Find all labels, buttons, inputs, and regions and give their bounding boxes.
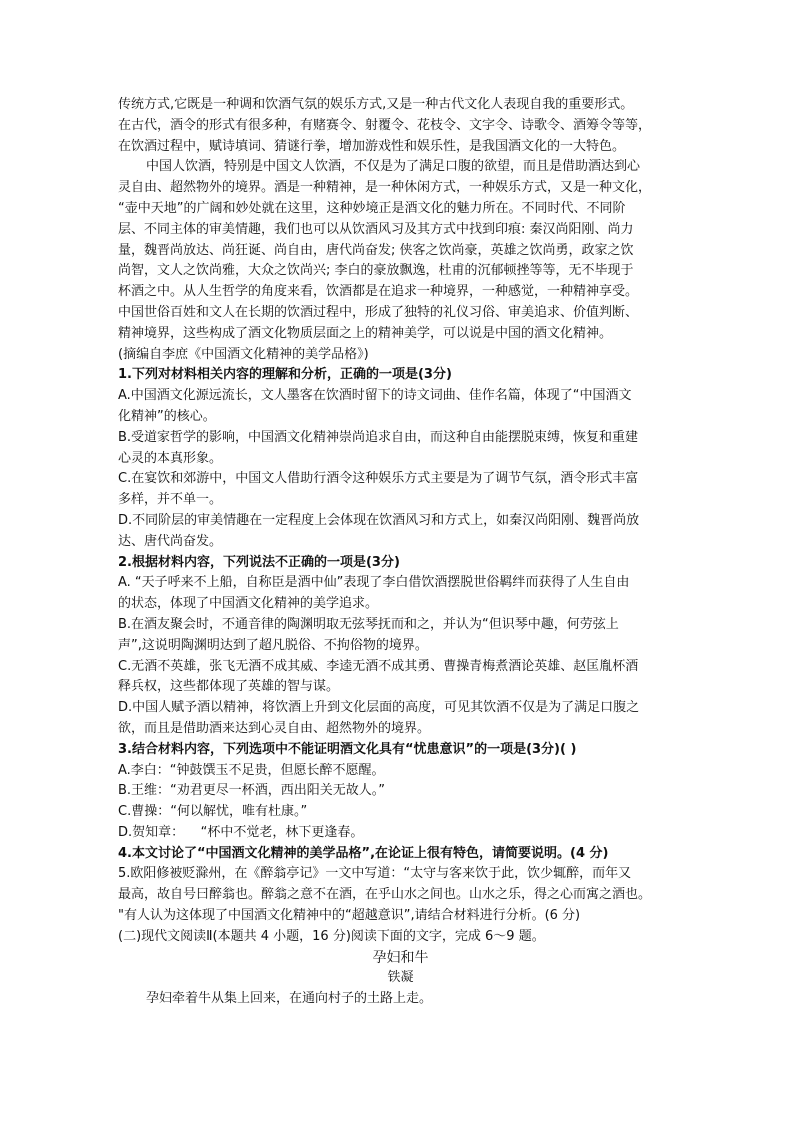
article-paragraph-1	[118, 95, 683, 157]
option-c-cont: 释兵权，这些都体现了英雄的智与谋。	[118, 679, 340, 695]
option-c-cont: 多样，并不单一。	[118, 492, 223, 508]
option-d: D.不同阶层的审美情趣在一定程度上会体现在饮酒风习和方式上，如秦汉尚阳刚、魏晋尚放	[118, 512, 640, 528]
question-stem: 3.结合材料内容，下列选项中不能证明酒文化具有“忧患意识”的一项是(3分)( )	[118, 741, 577, 757]
text-line: 量，魏晋尚放达、尚狂诞、尚自由，唐代尚奋发; 侠客之饮尚豪，英雄之饮尚勇，政家之饮	[118, 242, 634, 258]
question-5-line: 最高，故自号曰醉翁也。醉翁之意不在酒，在乎山水之间也。山水之乐，得之心而寓之酒也。	[118, 887, 652, 903]
option-a-cont: 化精神”的核心。	[118, 408, 216, 424]
article-source: (摘编自李庶《中国酒文化精神的美学品格》)	[118, 346, 369, 362]
text-line: 精神境界，这些构成了酒文化物质层面之上的精神美学，可以说是中国的酒文化精神。	[118, 325, 613, 341]
story-first-line: 孕妇牵着牛从集上回来，在通向村子的土路上走。	[146, 991, 433, 1007]
option-c: C.曹操：“何以解忧，唯有杜康。”	[118, 804, 308, 820]
option-d: D.贺知章： “杯中不觉老，林下更逢春。	[118, 824, 364, 840]
text-line: 中国世俗百姓和文人在长期的饮酒过程中，形成了独特的礼仪习俗、审美追求、价值判断、	[118, 304, 639, 320]
question-5-line: "有人认为这体现了中国酒文化精神中的“超越意识”,请结合材料进行分析。(6 分)	[118, 908, 581, 924]
question-stem: 1.下列对材料相关内容的理解和分析，正确的一项是(3分)	[118, 367, 452, 383]
article-paragraph-2	[118, 157, 683, 344]
question-5	[118, 864, 683, 926]
text-line: 灵自由、超然物外的境界。酒是一种精神，是一种休闲方式，一种娱乐方式，又是一种文化，	[118, 180, 652, 196]
option-a: A.中国酒文化源远流长，文人墨客在饮酒时留下的诗文词曲、佳作名篇，体现了“中国酒文	[118, 388, 632, 404]
text-line: 杯酒之中。从人生哲学的角度来看，饮酒都是在追求一种境界，一种感觉，一种精神享受。	[118, 284, 639, 300]
text-line: 层、不同主体的审美情趣，我们也可以从饮酒风习及其方式中找到印痕: 秦汉尚阳刚、尚力	[118, 221, 634, 237]
option-b-cont: 声”,这说明陶渊明达到了超凡脱俗、不拘俗物的境界。	[118, 637, 428, 653]
question-5-line: 5.欧阳修被贬滁州，在《醉翁亭记》一文中写道：“太守与客来饮于此，饮少辄醉，而年又	[118, 866, 632, 882]
option-c: C.无酒不英雄，张飞无酒不成其威、李逵无酒不成其勇、曹操青梅煮酒论英雄、赵匡胤杯酒	[118, 658, 639, 674]
text-line: “壶中天地”的广阔和妙处就在这里，这种妙境正是酒文化的魅力所在。不同时代、不同阶	[118, 200, 626, 216]
exam-page	[118, 95, 683, 1010]
option-c: C.在宴饮和郊游中，中国文人借助行酒令这种娱乐方式主要是为了调节气氛，酒令形式丰富	[118, 471, 639, 487]
text-line: 中国人饮酒，特别是中国文人饮酒，不仅是为了满足口腹的欲望，而且是借助酒达到心	[146, 159, 641, 175]
option-a-cont: 的状态，体现了中国酒文化精神的美学追求。	[118, 596, 379, 612]
option-a: A.李白：“钟鼓馔玉不足贵，但愿长醉不愿醒。	[118, 762, 385, 778]
option-b: B.在酒友聚会时，不通音律的陶渊明取无弦琴抚而和之，并认为“但识琴中趣，何劳弦上	[118, 616, 619, 632]
story-title: 孕妇和牛	[372, 949, 429, 966]
option-d: D.中国人赋予酒以精神，将饮酒上升到文化层面的高度，可见其饮酒不仅是为了满足口腹之	[118, 700, 640, 716]
story-author: 铁凝	[387, 970, 414, 986]
section-2-heading: (二)现代文阅读Ⅱ(本题共 4 小题，16 分)阅读下面的文字，完成 6～9 题。	[118, 928, 545, 944]
option-b-cont: 心灵的本真形象。	[118, 450, 223, 466]
text-line: 尚智，文人之饮尚雅，大众之饮尚兴; 李白的豪放飘逸，杜甫的沉郁顿挫等等，无不毕现于	[118, 263, 634, 279]
question-stem: 2.根据材料内容，下列说法不正确的一项是(3分)	[118, 554, 400, 570]
option-d-cont: 达、唐代尚奋发。	[118, 533, 223, 549]
option-d-cont: 欲，而且是借助酒来达到心灵自由、超然物外的境界。	[118, 720, 431, 736]
text-line: 传统方式,它既是一种调和饮酒气氛的娱乐方式,又是一种古代文化人表现自我的重要形式。	[118, 97, 634, 112]
text-line: 在饮酒过程中，赋诗填词、猜谜行拳，增加游戏性和娱乐性，是我国酒文化的一大特色。	[118, 138, 626, 154]
question-2	[118, 553, 683, 740]
text-line: 在古代，酒令的形式有很多种，有赌赛令、射覆令、花枝令、文字令、诗歌令、酒筹令等等，	[118, 117, 652, 133]
question-4: 4.本文讨论了“中国酒文化精神的美学品格”,在论证上很有特色，请简要说明。(4 分)	[118, 845, 609, 861]
option-a: A. “天子呼来不上船，自称臣是酒中仙”表现了李白借饮酒摆脱世俗羁绊而获得了人生自由	[118, 575, 630, 591]
option-b: B.王维：“劝君更尽一杯酒，西出阳关无故人。”	[118, 783, 386, 799]
option-b: B.受道家哲学的影响，中国酒文化精神崇尚追求自由，而这种自由能摆脱束缚，恢复和重建	[118, 429, 639, 445]
question-3	[118, 740, 683, 844]
question-1	[118, 365, 683, 552]
